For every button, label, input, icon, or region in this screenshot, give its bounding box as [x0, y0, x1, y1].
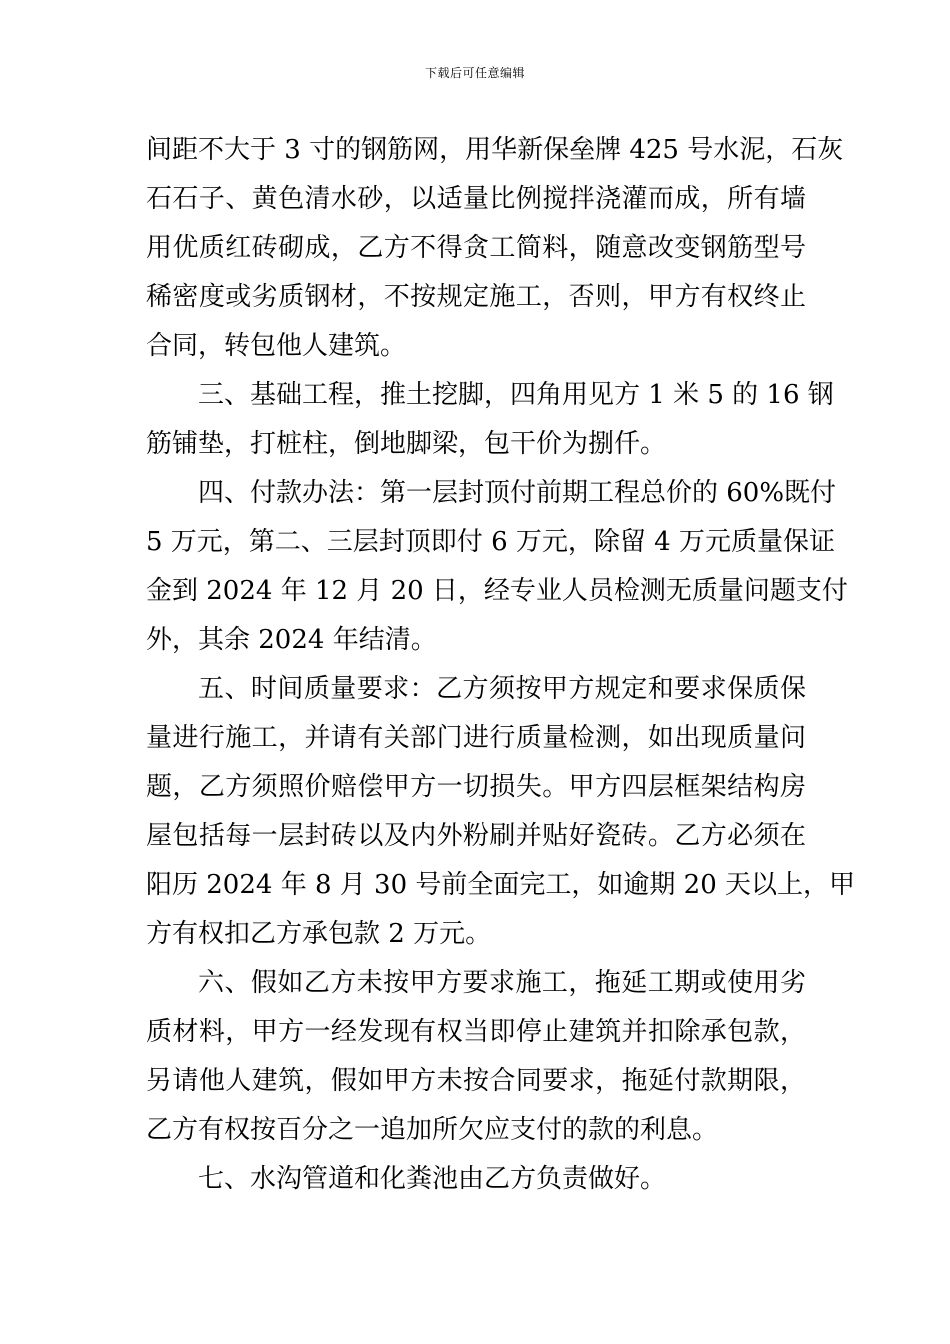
text-line: 5 万元，第二、三层封顶即付 6 万元，除留 4 万元质量保证 — [146, 527, 835, 557]
text-line: 三、基础工程，推土挖脚，四角用见方 1 米 5 的 16 钢 — [198, 380, 834, 410]
text-line: 筋铺垫，打桩柱，倒地脚梁，包干价为捌仟。 — [146, 429, 667, 459]
text-line: 另请他人建筑，假如甲方未按合同要求，拖延付款期限， — [146, 1066, 806, 1096]
text-line: 金到 2024 年 12 月 20 日，经专业人员检测无质量问题支付 — [146, 576, 848, 606]
text-line: 六、假如乙方未按甲方要求施工，拖延工期或使用劣 — [198, 968, 806, 998]
text-line: 乙方有权按百分之一追加所欠应支付的款的利息。 — [146, 1115, 719, 1145]
text-line: 质材料，甲方一经发现有权当即停止建筑并扣除承包款， — [146, 1017, 806, 1047]
text-line: 七、水沟管道和化粪池由乙方负责做好。 — [198, 1164, 667, 1194]
text-line: 间距不大于 3 寸的钢筋网，用华新保垒牌 425 号水泥，石灰 — [146, 135, 844, 165]
text-line: 用优质红砖砌成，乙方不得贪工简料，随意改变钢筋型号 — [146, 233, 806, 263]
text-line: 稀密度或劣质钢材，不按规定施工，否则，甲方有权终止 — [146, 282, 806, 312]
text-line: 四、付款办法：第一层封顶付前期工程总价的 60%既付 — [198, 478, 837, 508]
text-line: 方有权扣乙方承包款 2 万元。 — [146, 919, 492, 949]
text-line: 量进行施工，并请有关部门进行质量检测，如出现质量问 — [146, 723, 806, 753]
text-line: 外，其余 2024 年结清。 — [146, 625, 437, 655]
contract-body — [146, 126, 855, 1204]
text-line: 题，乙方须照价赔偿甲方一切损失。甲方四层框架结构房 — [146, 772, 806, 802]
text-line: 五、时间质量要求：乙方须按甲方规定和要求保质保 — [198, 674, 806, 704]
text-line: 屋包括每一层封砖以及内外粉刷并贴好瓷砖。乙方必须在 — [146, 821, 806, 851]
text-line: 阳历 2024 年 8 月 30 号前全面完工，如逾期 20 天以上，甲 — [146, 870, 855, 900]
text-line: 石石子、黄色清水砂，以适量比例搅拌浇灌而成，所有墙 — [146, 184, 806, 214]
header-note: 下载后可任意编辑 — [424, 66, 525, 80]
text-line: 合同，转包他人建筑。 — [146, 331, 407, 361]
